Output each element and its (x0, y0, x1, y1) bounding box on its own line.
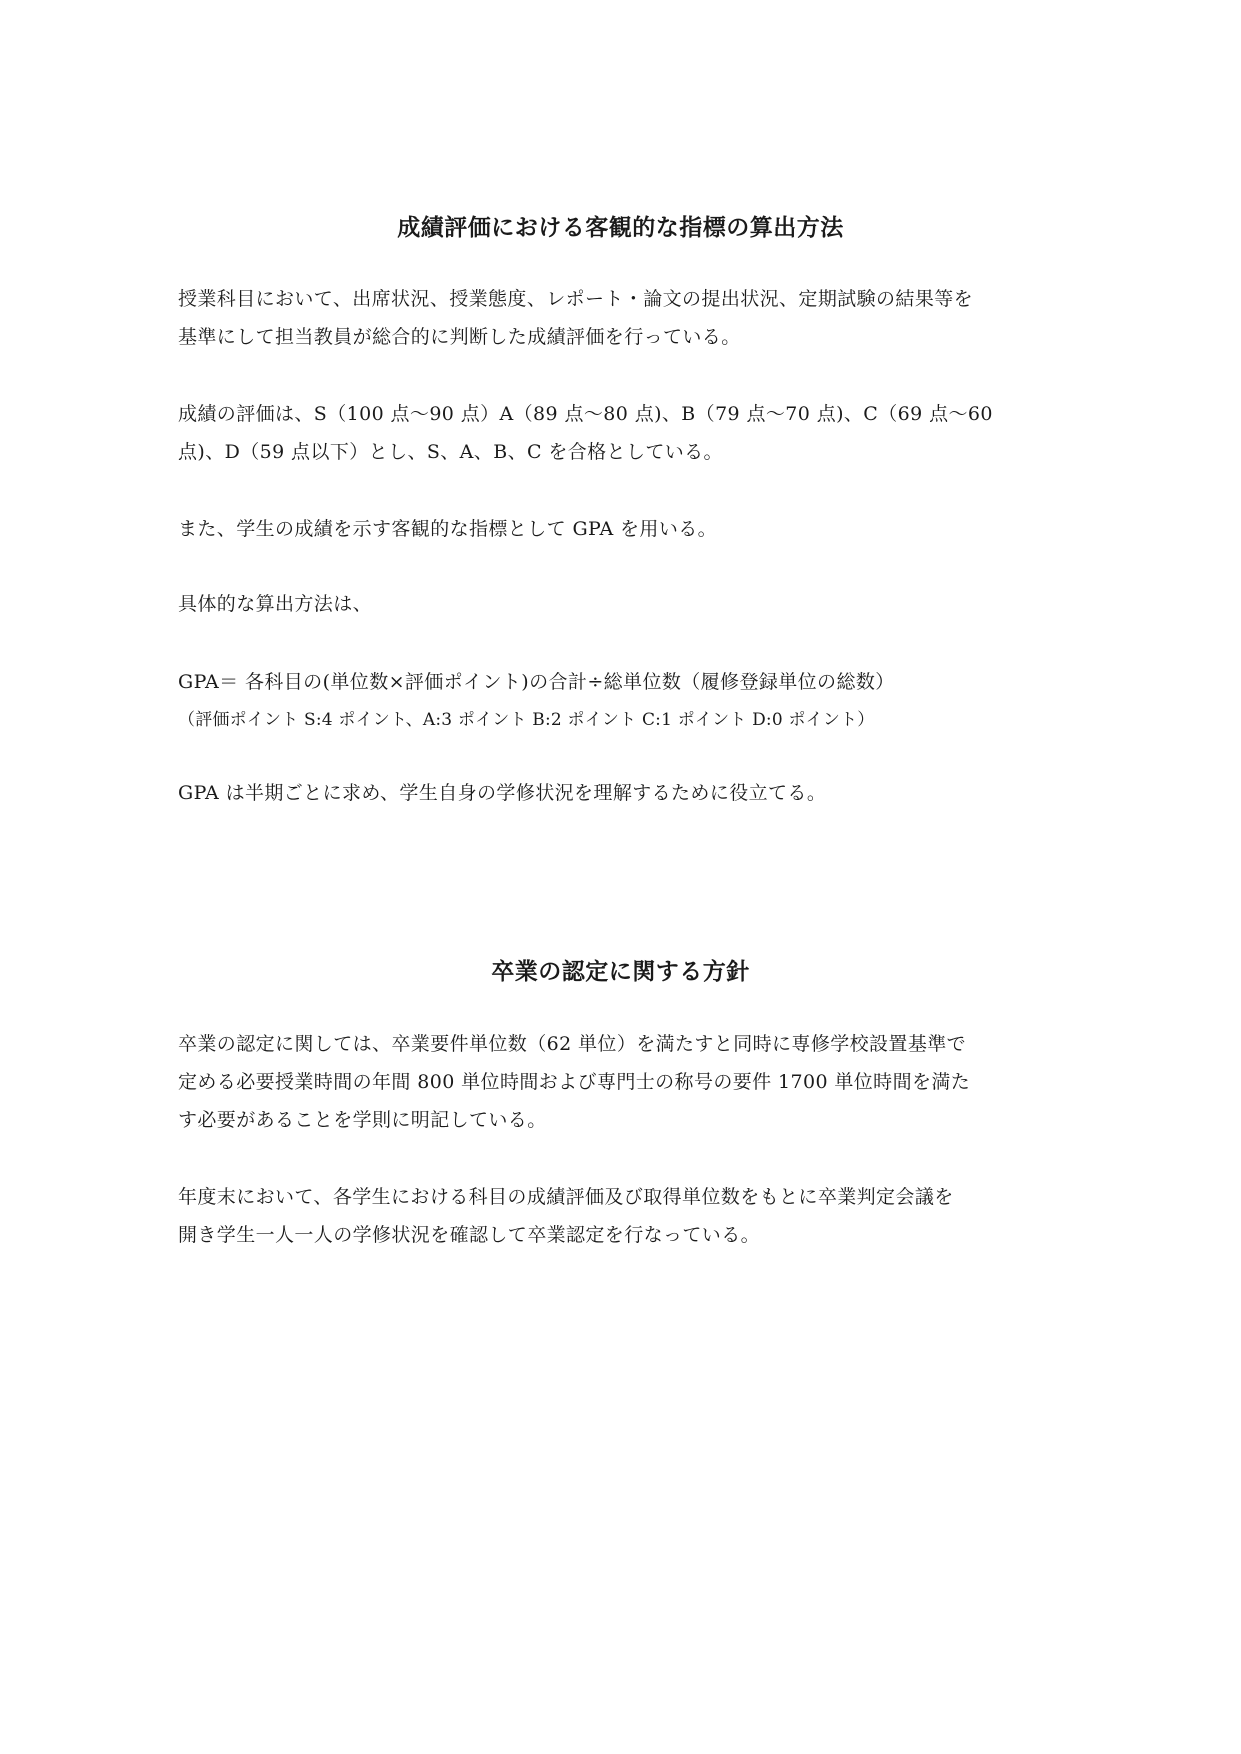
text-line: 成績の評価は、S（100 点～90 点）A（89 点～80 点)、B（79 点～70 点)、C（69 点～60 (178, 403, 993, 425)
paragraph-calculation-intro (178, 585, 1068, 623)
paragraph-grading-basis (178, 280, 1068, 356)
gpa-formula: GPA＝ 各科目の(単位数×評価ポイント)の合計÷総単位数（履修登録単位の総数） (178, 671, 895, 693)
paragraph-gpa-formula (178, 663, 1068, 739)
text-line: 具体的な算出方法は、 (178, 593, 373, 615)
text-line: また、学生の成績を示す客観的な指標として GPA を用いる。 (178, 518, 718, 540)
text-line: 年度末において、各学生における科目の成績評価及び取得単位数をもとに卒業判定会議を (178, 1186, 954, 1208)
evaluation-points: （評価ポイント S:4 ポイント、A:3 ポイント B:2 ポイント C:1 ポイント D:0 ポイント） (178, 710, 875, 730)
text-line: GPA は半期ごとに求め、学生自身の学修状況を理解するために役立てる。 (178, 782, 827, 804)
text-line: 授業科目において、出席状況、授業態度、レポート・論文の提出状況、定期試験の結果等を (178, 288, 974, 310)
text-line: 点)、D（59 点以下）とし、S、A、B、C を合格としている。 (178, 441, 723, 463)
section-title-graduation: 卒業の認定に関する方針 (491, 959, 750, 985)
section-title-grading: 成績評価における客観的な指標の算出方法 (397, 215, 844, 241)
paragraph-grade-scale (178, 395, 1068, 471)
text-line: 開き学生一人一人の学修状況を確認して卒業認定を行なっている。 (178, 1224, 761, 1246)
text-line: 基準にして担当教員が総合的に判断した成績評価を行っている。 (178, 326, 741, 348)
text-line: 定める必要授業時間の年間 800 単位時間および専門士の称号の要件 1700 単位時間を満た (178, 1071, 971, 1093)
paragraph-graduation-judgment (178, 1178, 1068, 1254)
paragraph-gpa-usage (178, 774, 1068, 812)
paragraph-gpa-intro (178, 510, 1068, 548)
text-line: 卒業の認定に関しては、卒業要件単位数（62 単位）を満たすと同時に専修学校設置基準で (178, 1033, 967, 1055)
text-line: す必要があることを学則に明記している。 (178, 1109, 547, 1131)
paragraph-graduation-requirements (178, 1025, 1068, 1139)
